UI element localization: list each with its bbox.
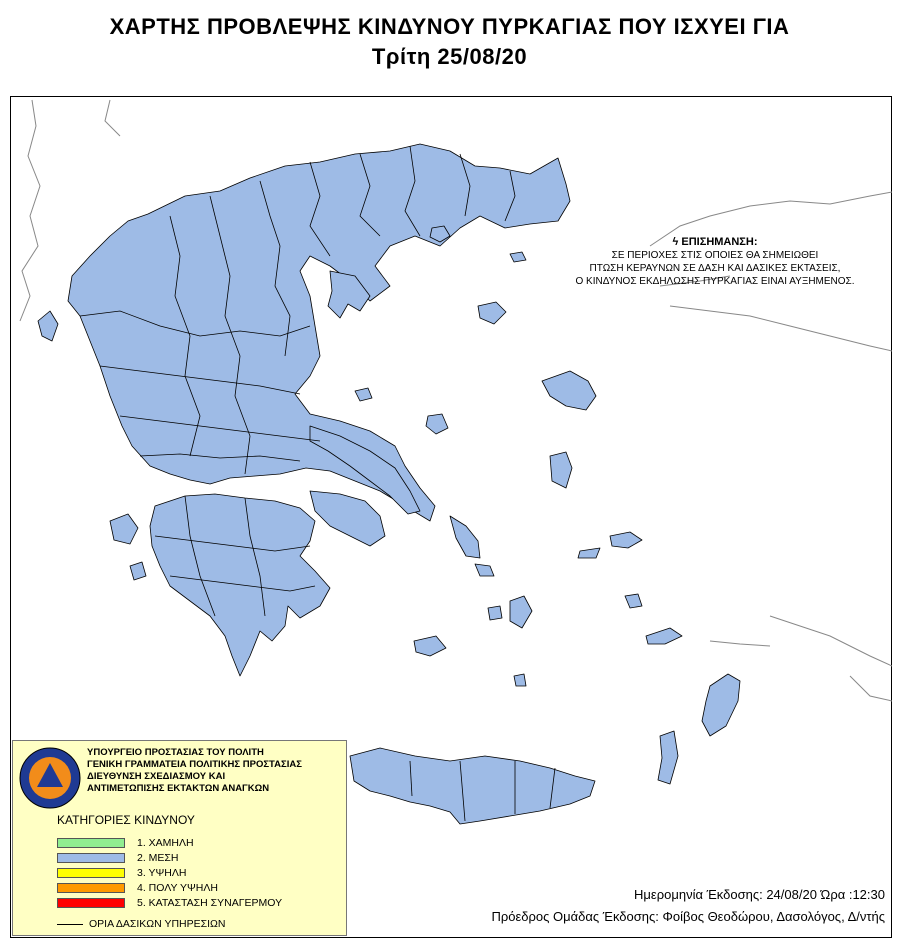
boundary-line-symbol <box>57 924 83 925</box>
region-karpathos <box>658 731 678 784</box>
region-kalymnos <box>625 594 642 608</box>
region-andros <box>450 516 480 558</box>
region-skyros <box>426 414 448 434</box>
region-skiathos <box>355 388 372 401</box>
note-line-1: ΣΕ ΠΕΡΙΟΧΕΣ ΣΤΙΣ ΟΠΟΙΕΣ ΘΑ ΣΗΜΕΙΩΘΕΙ <box>611 250 819 261</box>
categories-title: ΚΑΤΗΓΟΡΙΕΣ ΚΙΝΔΥΝΟΥ <box>57 813 195 827</box>
category-5-swatch <box>57 898 125 908</box>
region-attica <box>310 491 385 546</box>
ministry-line-1: ΥΠΟΥΡΓΕΙΟ ΠΡΟΣΤΑΣΙΑΣ ΤΟΥ ΠΟΛΙΤΗ <box>87 747 264 758</box>
legend-box <box>12 740 347 936</box>
issue-issuer: Πρόεδρος Ομάδας Έκδοσης: Φοίβος Θεοδώρου, Δασολόγος, Δ/ντής <box>491 909 885 924</box>
region-chios <box>550 452 572 488</box>
ministry-line-2: ΓΕΝΙΚΗ ΓΡΑΜΜΑΤΕΙΑ ΠΟΛΙΤΙΚΗΣ ΠΡΟΣΤΑΣΙΑΣ <box>87 759 302 770</box>
note-line-3: Ο ΚΙΝΔΥΝΟΣ ΕΚΔΗΛΩΣΗΣ ΠΥΡΚΑΓΙΑΣ ΕΙΝΑΙ ΑΥΞΗΜΕΝΟΣ. <box>575 276 855 287</box>
category-4 <box>57 882 218 894</box>
boundary-legend <box>57 918 225 930</box>
region-tinos <box>475 564 494 576</box>
lightning-icon: ϟ <box>672 236 679 248</box>
category-1-swatch <box>57 838 125 848</box>
region-milos <box>414 636 446 656</box>
region-paros <box>488 606 502 620</box>
note-line-2: ΠΤΩΣΗ ΚΕΡΑΥΝΩΝ ΣΕ ΔΑΣΗ ΚΑΙ ΔΑΣΙΚΕΣ ΕΚΤΑΣΕΙΣ, <box>589 263 841 274</box>
category-2-label: 2. ΜΕΣΗ <box>137 852 179 864</box>
map-date: Τρίτη 25/08/20 <box>371 44 528 69</box>
note-heading-row <box>540 236 890 249</box>
category-2-swatch <box>57 853 125 863</box>
region-naxos <box>510 596 532 628</box>
issue-date: Ημερομηνία Έκδοσης: 24/08/20 Ώρα :12:30 <box>634 887 885 902</box>
ministry-text <box>87 747 347 795</box>
category-5 <box>57 897 282 909</box>
category-1-label: 1. ΧΑΜΗΛΗ <box>137 837 194 849</box>
region-corfu <box>38 311 58 341</box>
region-mainland-north <box>68 144 570 521</box>
civil-protection-logo <box>19 747 81 809</box>
region-crete <box>350 748 595 824</box>
ministry-line-4: ΑΝΤΙΜΕΤΩΠΙΣΗΣ ΕΚΤΑΚΤΩΝ ΑΝΑΓΚΩΝ <box>87 783 270 794</box>
category-1 <box>57 837 194 849</box>
region-lesvos <box>542 371 596 410</box>
region-kefalonia <box>110 514 138 544</box>
ministry-line-3: ΔΙΕΥΘΥΝΣΗ ΣΧΕΔΙΑΣΜΟΥ ΚΑΙ <box>87 771 226 782</box>
lightning-note <box>540 236 890 288</box>
category-5-label: 5. ΚΑΤΑΣΤΑΣΗ ΣΥΝΑΓΕΡΜΟΥ <box>137 897 283 909</box>
category-4-swatch <box>57 883 125 893</box>
category-3 <box>57 867 186 879</box>
note-heading: ΕΠΙΣΗΜΑΝΣΗ: <box>681 236 758 248</box>
map-title: ΧΑΡΤΗΣ ΠΡΟΒΛΕΨΗΣ ΚΙΝΔΥΝΟΥ ΠΥΡΚΑΓΙΑΣ ΠΟΥ ΙΣΧΥΕΙ ΓΙΑ <box>109 14 790 39</box>
region-rhodes <box>702 674 740 736</box>
category-2 <box>57 852 179 864</box>
region-ikaria <box>578 548 600 558</box>
region-santorini <box>514 674 526 686</box>
region-kos <box>646 628 682 644</box>
issue-info <box>491 884 885 928</box>
category-4-label: 4. ΠΟΛΥ ΥΨΗΛΗ <box>137 882 218 894</box>
region-zakynthos <box>130 562 146 580</box>
boundary-label: ΟΡΙΑ ΔΑΣΙΚΩΝ ΥΠΗΡΕΣΙΩΝ <box>89 918 226 930</box>
region-samothraki <box>510 252 526 262</box>
region-limnos <box>478 302 506 324</box>
category-3-label: 3. ΥΨΗΛΗ <box>137 867 187 879</box>
category-3-swatch <box>57 868 125 878</box>
region-samos <box>610 532 642 548</box>
